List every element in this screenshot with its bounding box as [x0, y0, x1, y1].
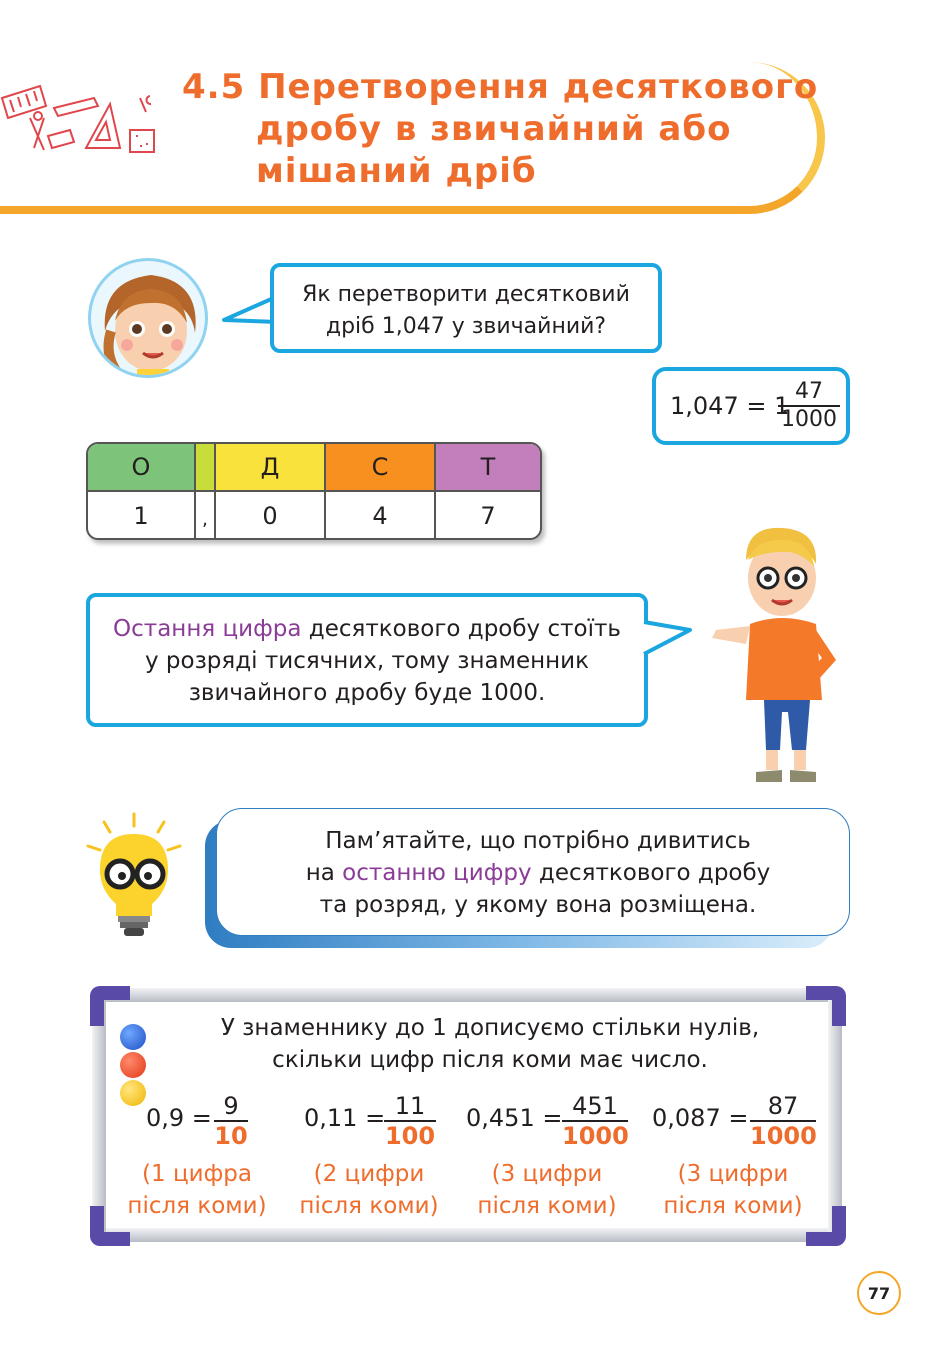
value-tenths: 0: [216, 492, 326, 540]
fraction-numerator: 87: [750, 1092, 816, 1122]
fraction-denominator: 1000: [781, 407, 837, 432]
red-magnet-icon: [120, 1052, 146, 1078]
speech-tail: [640, 618, 692, 664]
title-line: мішаний дріб: [256, 151, 537, 191]
example-1: [146, 1092, 266, 1152]
title-line: 4.5 Перетворення десяткового: [182, 67, 819, 107]
example-fraction: [750, 1092, 816, 1150]
example-fraction: [562, 1092, 628, 1150]
highlight-text: Остання цифра: [113, 616, 302, 642]
example-3: [466, 1092, 636, 1152]
explanation-bubble: [86, 593, 648, 727]
title-line: дробу в звичайний або: [256, 109, 732, 149]
value-hundredths: 4: [326, 492, 436, 540]
equation-fraction: [778, 379, 840, 433]
reminder-card: [216, 808, 850, 936]
reminder-line: [277, 857, 799, 889]
example-note: [112, 1158, 282, 1222]
header-hundredths: С: [326, 444, 436, 490]
fraction-numerator: 9: [214, 1092, 248, 1122]
header-comma: [196, 444, 216, 490]
explanation-line: у розряді тисячних, тому знаменник: [144, 648, 590, 674]
note-line: (1 цифра: [142, 1161, 252, 1187]
value-ones: 1: [88, 492, 196, 540]
yellow-magnet-icon: [120, 1080, 146, 1106]
rule-text: [160, 1012, 820, 1076]
note-line: після коми): [663, 1193, 803, 1219]
fraction-denominator: 1000: [562, 1122, 629, 1150]
example-lhs: 0,087 =: [652, 1104, 749, 1132]
question-bubble: [270, 263, 662, 353]
fraction-denominator: 10: [214, 1122, 248, 1150]
whiteboard-frame: [92, 990, 106, 1242]
example-fraction: [214, 1092, 248, 1150]
fraction-denominator: 100: [384, 1122, 436, 1150]
fraction-numerator: 451: [562, 1092, 628, 1122]
reminder-text: на: [305, 860, 343, 886]
reminder-text: десяткового дробу: [531, 860, 771, 886]
example-4: [652, 1092, 822, 1152]
note-line: після коми): [299, 1193, 439, 1219]
girl-avatar: [88, 258, 208, 378]
header-thousandths: Т: [436, 444, 540, 490]
header-ones: О: [88, 444, 196, 490]
example-note: [284, 1158, 454, 1222]
page-number: 77: [857, 1271, 901, 1315]
example-lhs: 0,451 =: [466, 1104, 563, 1132]
question-line: дріб 1,047 у звичайний?: [325, 314, 607, 339]
value-thousandths: 7: [480, 502, 496, 530]
note-line: після коми): [477, 1193, 617, 1219]
note-line: (2 цифри: [313, 1161, 425, 1187]
fraction-denominator: 1000: [750, 1122, 817, 1150]
example-note: [462, 1158, 632, 1222]
fraction-numerator: 47: [778, 379, 840, 407]
whiteboard-frame: [92, 1228, 842, 1242]
lightbulb-glasses-icon: [84, 812, 184, 942]
place-value-table: [86, 442, 542, 540]
girl-face-icon: [91, 261, 208, 378]
blue-magnet-icon: [120, 1024, 146, 1050]
equation-lhs: 1,047 = 1: [670, 392, 790, 420]
equation-box: [652, 367, 850, 445]
value-comma: ,: [196, 492, 216, 540]
boy-illustration: [706, 520, 856, 792]
example-2: [304, 1092, 444, 1152]
table-value-row: [88, 490, 540, 540]
note-line: (3 цифри: [491, 1161, 603, 1187]
fraction-numerator: 11: [384, 1092, 436, 1122]
explanation-text: десяткового дробу стоїть: [301, 616, 621, 642]
header-tenths: Д: [216, 444, 326, 490]
note-line: після коми): [127, 1193, 267, 1219]
example-lhs: 0,11 =: [304, 1104, 386, 1132]
reminder-line: та розряд, у якому вона розміщена.: [319, 892, 757, 918]
whiteboard-frame: [828, 990, 842, 1242]
rule-line: скільки цифр після коми має число.: [272, 1047, 708, 1073]
example-note: [648, 1158, 818, 1222]
table-header-row: [88, 444, 540, 490]
highlight-text: останню цифру: [342, 860, 532, 886]
note-line: (3 цифри: [677, 1161, 789, 1187]
example-lhs: 0,9 =: [146, 1104, 212, 1132]
explanation-line: звичайного дробу буде 1000.: [188, 680, 546, 706]
question-line: Як перетворити десятковий: [302, 282, 630, 307]
explanation-line: [90, 613, 644, 645]
page-title: [182, 66, 822, 192]
example-fraction: [384, 1092, 436, 1150]
reminder-line: Пам’ятайте, що потрібно дивитись: [325, 828, 751, 854]
whiteboard-frame: [92, 988, 842, 1002]
rule-line: У знаменнику до 1 дописуємо стільки нулів,: [220, 1015, 760, 1041]
school-supplies-doodle-icon: [0, 78, 170, 168]
